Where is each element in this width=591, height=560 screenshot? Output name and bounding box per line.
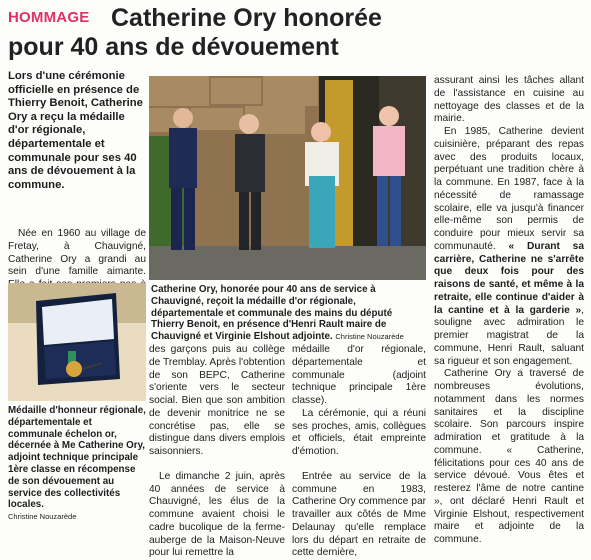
paragraph: des garçons puis au collège de Tremblay. Après l'obtention de son BEPC, Catherine s'oriente vers le secteur social. Bien que son ambition de devenir monitrice ne se concrétise pas, elle se distingue dans divers emplois saisonniers. xyxy=(149,344,285,457)
paragraph: Née en 1960 au village de Fretay, à Chauvigné, Catherine Ory a grandi au sein d'une famille aimante. xyxy=(8,228,146,278)
photo-credit: Christine Nouzarède xyxy=(8,512,77,522)
paragraph xyxy=(434,126,584,368)
medal-photo-illustration xyxy=(8,283,146,401)
paragraph-text: , souligne avec admiration le premier magistrat de la commune, Henri Rault, saluant sa rigueur et son engagement. xyxy=(434,304,584,367)
paragraph-text: En 1985, Catherine devient cuisinière, préparant des repas avec des produits locaux, perpétuant une tradition chère à la commune. En 1987, face à la nécessité de ramassage scolaire, elle va jusqu'à financer elle-même son permis de conduire pour mieux servir sa communauté. xyxy=(434,126,584,252)
paragraph: assurant ainsi les tâches allant de l'assistance en cuisine au nettoyage des classes et de la mairie. xyxy=(434,75,584,125)
ceremony-photo-illustration xyxy=(149,76,426,280)
photo-credit: Christine Nouzarède xyxy=(335,332,404,342)
article-lead: Lors d'une cérémonie officielle en présence de Thierry Benoit, Catherine Ory a reçu la médaille d'or régionale, départementale et communale pour ses 40 ans de dévouement à la commune. xyxy=(8,70,143,191)
headline-line-2: pour 40 ans de dévouement xyxy=(8,33,339,61)
ceremony-photo xyxy=(149,76,426,280)
photo-caption-medal xyxy=(8,405,146,523)
quote: « Durant sa carrière, Catherine ne s'arrête que deux fois pour des raisons de santé, et même à la retraite, elle continue d'aider à la cantine et à la garderie » xyxy=(434,240,584,316)
paragraph: Le dimanche 2 juin, après 40 années de service à Chauvigné, les élus de la commune avaient choisi le cadre bucolique de la ferme-auberge de la Maison-Neuve pour lui remettre la xyxy=(149,470,285,559)
section-kicker: HOMMAGE xyxy=(8,9,90,26)
medal-photo xyxy=(8,283,146,401)
caption-text: Catherine Ory, honorée pour 40 ans de service à Chauvigné, reçoit la médaille d'or régionale, départementale et communale des mains du député Thierry Benoit, en présence d'Henri Rault maire de Chauvigné et Virginie Elshout adjointe. xyxy=(151,284,393,343)
column-3 xyxy=(292,344,426,560)
paragraph: Entrée au service de la commune en 1983, Catherine Ory commence par travailler aux côtés de Mme Delaunay qu'elle remplace lors du départ en retraite de cette dernière, xyxy=(292,470,426,559)
caption-text: Médaille d'honneur régionale, départementale et communale échelon or, décernée à Me Catherine Ory, adjoint technique principale 1ère classe en récompense de son dévouement au service des collectivités locales. xyxy=(8,405,146,511)
paragraph: médaille d'or régionale, départementale et communale (adjoint technique principale 1ère classe). xyxy=(292,344,426,406)
column-2 xyxy=(149,344,285,560)
headline-line-1: Catherine Ory honorée xyxy=(111,4,382,32)
paragraph: La cérémonie, qui a réuni ses proches, amis, collègues et officiels, était empreinte d'émotion. xyxy=(292,407,426,457)
paragraph: Catherine Ory a traversé de nombreuses évolutions, notamment dans les normes sanitaires et la discipline scolaire. Son parcours inspire admiration et gratitude à la commune. « Catherine, félicitations pour ces 40 ans de service dévoué. Vous êtes et resterez l'âme de notre cantine », ont déclaré Henri Rault et Virginie Elshout, respectivement maire et adjointe de la commune. xyxy=(434,368,584,545)
article-headline xyxy=(8,4,588,62)
column-4 xyxy=(434,75,584,547)
photo-caption-main xyxy=(151,284,427,343)
